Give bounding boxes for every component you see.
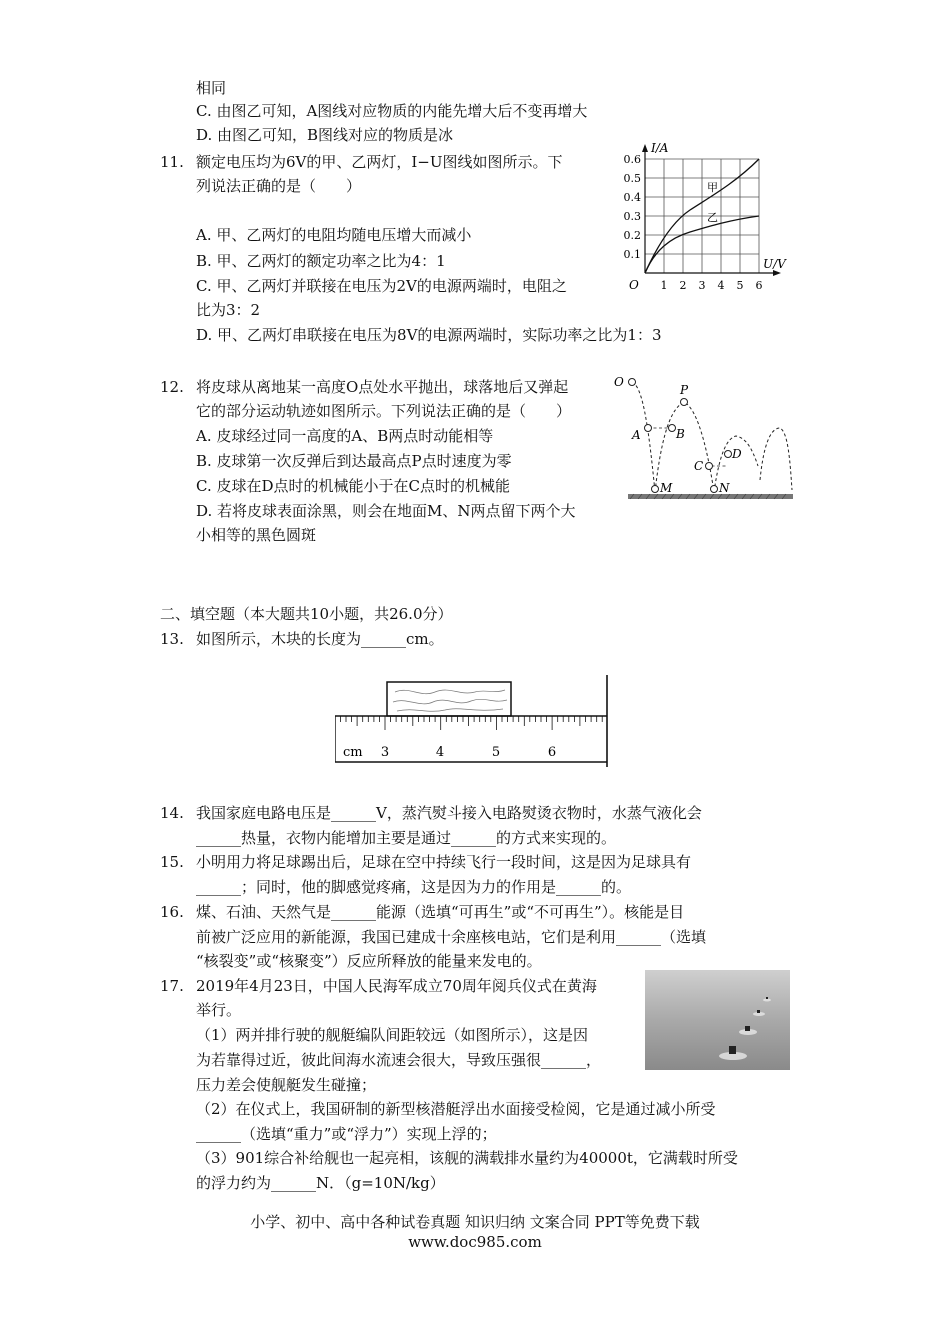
q15-number: 15. <box>160 853 184 871</box>
iu-y-label: I/A <box>651 141 669 155</box>
q17-part3-line1: （3）901综合补给舰也一起亮相，该舰的满载排水量约为40000t，它满载时所受 <box>196 1149 738 1167</box>
q12-number: 12. <box>160 378 184 396</box>
label-m: M <box>660 481 673 495</box>
q11-stem-line1: 额定电压均为6V的甲、乙两灯，I−U图线如图所示。下 <box>196 153 563 171</box>
iu-ytick-0.4: 0.4 <box>623 191 641 204</box>
ball-trajectory-figure <box>610 370 795 505</box>
q17-number: 17. <box>160 977 184 995</box>
iu-ytick-0.2: 0.2 <box>623 229 641 242</box>
q11-option-a: A. 甲、乙两灯的电阻均随电压增大而减小 <box>196 226 472 244</box>
q12-option-b: B. 皮球第一次反弹后到达最高点P点时速度为零 <box>196 452 512 470</box>
label-b: B <box>676 427 685 441</box>
ship-4 <box>766 997 768 999</box>
iu-xtick-1: 1 <box>660 279 668 292</box>
q16-number: 16. <box>160 903 184 921</box>
ruler-label-3: 3 <box>380 745 390 760</box>
section-2-title: 二、填空题（本大题共10小题，共26.0分） <box>160 605 453 623</box>
iu-ytick-0.5: 0.5 <box>623 172 641 185</box>
q12-stem-line2: 它的部分运动轨迹如图所示。下列说法正确的是（ ） <box>196 402 572 420</box>
q11-stem-line2: 列说法正确的是（ ） <box>196 177 362 195</box>
q12-option-c: C. 皮球在D点时的机械能小于在C点时的机械能 <box>196 477 510 495</box>
label-a: A <box>632 428 641 442</box>
iu-y-axis-arrow <box>642 144 648 152</box>
q16-line1: 煤、石油、天然气是______能源（选填“可再生”或“不可再生”）。核能是目 <box>196 903 685 921</box>
q17-part3-line2: 的浮力约为______N．（g=10N/kg） <box>196 1174 445 1192</box>
iu-xtick-5: 5 <box>736 279 744 292</box>
ruler-body <box>335 716 607 762</box>
q11-option-b: B. 甲、乙两灯的额定功率之比为4：1 <box>196 252 446 270</box>
iu-label-jia: 甲 <box>707 181 718 194</box>
ball-point-o <box>629 379 636 386</box>
ship-3 <box>757 1010 760 1013</box>
ball-point-c <box>706 463 713 470</box>
q14-line1: 我国家庭电路电压是______V，蒸汽熨斗接入电路熨烫衣物时，水蒸气液化会 <box>196 804 702 822</box>
q12-option-d-line1: D. 若将皮球表面涂黑，则会在地面M、N两点留下两个大 <box>196 502 576 520</box>
q16-line3: “核裂变”或“核聚变”）反应所释放的能量来发电的。 <box>196 952 542 970</box>
wood-block <box>387 682 511 716</box>
q10-cont: 相同 <box>196 79 227 97</box>
label-p: P <box>680 383 689 397</box>
ball-point-m <box>652 486 659 493</box>
q13-stem: 如图所示，木块的长度为______cm。 <box>196 630 444 648</box>
warship-photo <box>645 970 790 1070</box>
q15-line1: 小明用力将足球踢出后，足球在空中持续飞行一段时间，这是因为足球具有 <box>196 853 692 871</box>
q13-number: 13. <box>160 630 184 648</box>
q11-option-c-line2: 比为3：2 <box>196 301 261 319</box>
ruler-unit-label: cm <box>343 745 363 760</box>
ruler-label-6: 6 <box>547 745 557 760</box>
trajectory-path <box>632 382 792 492</box>
iu-xtick-3: 3 <box>698 279 706 292</box>
q14-line2: ______热量，衣物内能增加主要是通过______的方式来实现的。 <box>196 829 617 847</box>
q17-part1-line2: 为若靠得过近，彼此间海水流速会很大，导致压强很______， <box>196 1051 602 1069</box>
iu-label-yi: 乙 <box>707 211 718 224</box>
footer-ad: 小学、初中、高中各种试卷真题 知识归纳 文案合同 PPT等免费下载 <box>250 1213 700 1231</box>
q17-line2: 举行。 <box>196 1001 242 1019</box>
iu-x-label: U/V <box>763 257 786 271</box>
q10-option-c: C. 由图乙可知，A图线对应物质的内能先增大后不变再增大 <box>196 102 588 120</box>
q17-part2-line1: （2）在仪式上，我国研制的新型核潜艇浮出水面接受检阅，它是通过减小所受 <box>196 1100 716 1118</box>
q17-line1: 2019年4月23日，中国人民海军成立70周年阅兵仪式在黄海 <box>196 977 597 995</box>
iu-grid <box>645 159 759 273</box>
q10-option-d: D. 由图乙可知，B图线对应的物质是冰 <box>196 126 454 144</box>
q11-option-d: D. 甲、乙两灯串联接在电压为8V的电源两端时，实际功率之比为1：3 <box>196 326 662 344</box>
iu-graph-figure <box>615 140 795 295</box>
iu-xtick-6: 6 <box>755 279 763 292</box>
ball-point-p <box>681 399 688 406</box>
q15-line2: ______；同时，他的脚感觉疼痛，这是因为力的作用是______的。 <box>196 878 632 896</box>
ball-point-b <box>669 425 676 432</box>
iu-xtick-2: 2 <box>679 279 687 292</box>
label-d: D <box>732 447 742 461</box>
ship-2 <box>745 1026 750 1031</box>
q17-part2-line2: ______（选填“重力”或“浮力”）实现上浮的； <box>196 1125 497 1143</box>
ball-point-d <box>725 451 732 458</box>
q11-option-c-line1: C. 甲、乙两灯并联接在电压为2V的电源两端时，电阻之 <box>196 277 567 295</box>
q17-part1-line3: 压力差会使舰艇发生碰撞； <box>196 1076 377 1094</box>
ruler-label-4: 4 <box>435 745 445 760</box>
label-c: C <box>694 459 704 473</box>
iu-ytick-0.3: 0.3 <box>623 210 641 223</box>
iu-ytick-0.6: 0.6 <box>623 153 641 166</box>
label-n: N <box>719 481 730 495</box>
q14-number: 14. <box>160 804 184 822</box>
iu-xtick-4: 4 <box>717 279 725 292</box>
ruler-ticks <box>340 716 602 730</box>
iu-ytick-0.1: 0.1 <box>623 248 641 261</box>
label-o: O <box>614 375 624 389</box>
q11-number: 11. <box>160 153 184 171</box>
q12-stem-line1: 将皮球从离地某一高度O点处水平抛出，球落地后又弹起 <box>196 378 569 396</box>
ball-point-a <box>645 425 652 432</box>
footer-url[interactable]: www.doc985.com <box>408 1233 542 1251</box>
iu-origin-label: O <box>629 278 639 292</box>
ruler-label-5: 5 <box>491 745 501 760</box>
q12-option-a: A. 皮球经过同一高度的A、B两点时动能相等 <box>196 427 494 445</box>
q17-part1-line1: （1）两并排行驶的舰艇编队间距较远（如图所示），这是因 <box>196 1026 589 1044</box>
ruler-figure <box>335 670 625 770</box>
q16-line2: 前被广泛应用的新能源，我国已建成十余座核电站，它们是利用______（选填 <box>196 928 707 946</box>
ball-point-n <box>711 486 718 493</box>
ship-1 <box>729 1046 736 1054</box>
q12-option-d-line2: 小相等的黑色圆斑 <box>196 526 317 544</box>
